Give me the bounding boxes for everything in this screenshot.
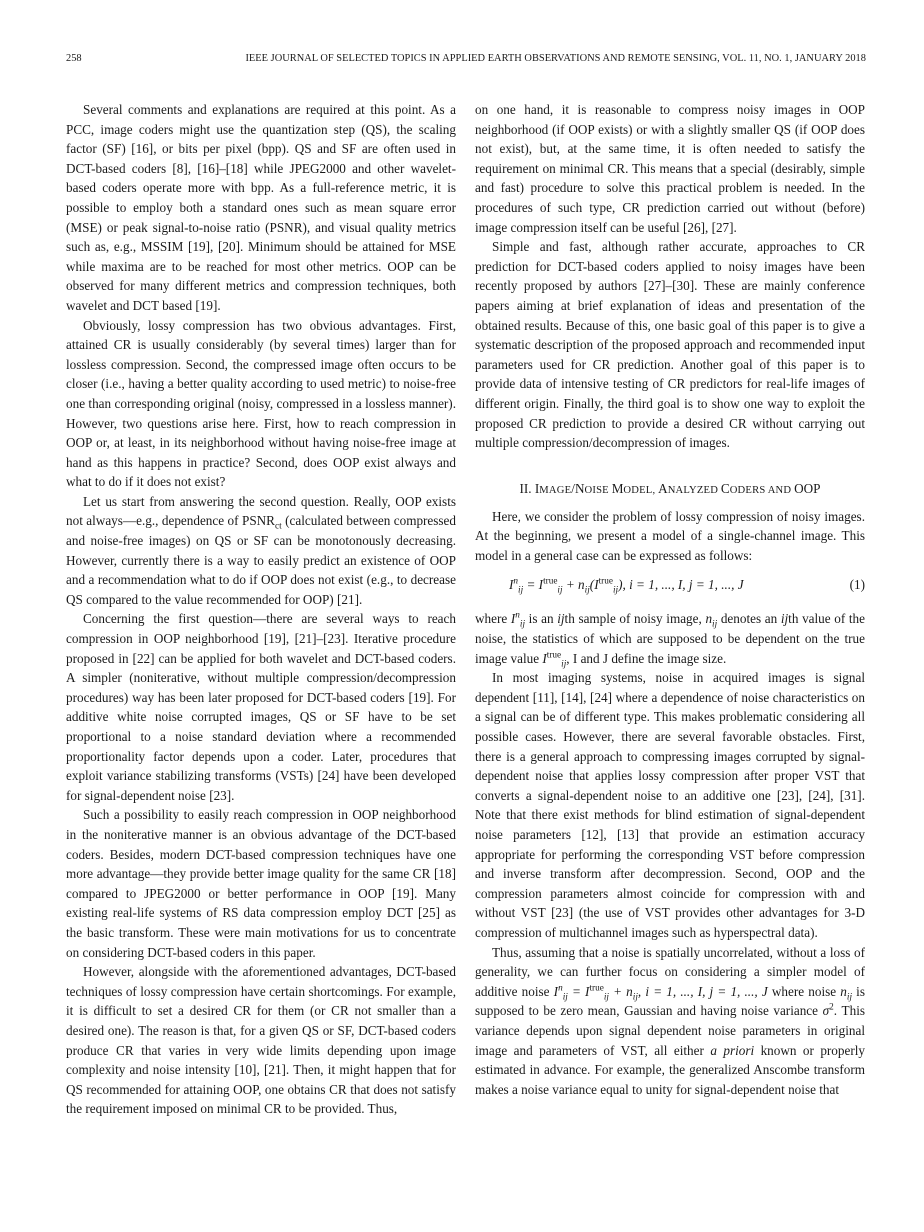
paragraph: Simple and fast, although rather accurate, approaches to CR prediction for DCT-based coders applied to noisy images have been recently proposed by authors [27]–[30]. These are mainly conference papers aiming at brief explanation of ideas and presentation of the obtained results. Because of this, one basic goal of this paper is to give a systematic description of the proposed approach and recommended input parameters used for CR prediction. Another goal of this paper is to provide data of intensive testing of CR predictors for real-life images of different origin. Finally, the third goal is to show one way to exploit the proposed CR prediction to provide a desired CR without carrying out multiple compression/decompression of images. [475, 239, 865, 451]
right-column [475, 100, 865, 1220]
left-column [66, 100, 456, 1220]
paragraph: Thus, assuming that a noise is spatially uncorrelated, without a loss of generality, we can further focus on considering a simpler model of additive noise $I^n_{ij} = I^{true}_{ij} + n_{ij}$, i = 1, ..., I, j = 1, ..., J where noise $n_{ij}$ is supposed to be zero mean, Gaussian and having noise variance $\sigma^2$. This variance depends upon signal dependent noise parameters in original image and parameters of VST, all either a priori known or properly estimated in advance. For example, the generalized Anscombe transform makes a noise variance equal to unity for signal-dependent noise that [475, 944, 865, 1097]
paragraph: Concerning the first question—there are several ways to reach compression in OOP neighborhood [19], [21]–[23]. Iterative procedure proposed in [22] can be applied for both wavelet and DCT-based coders. A simpler (noniterative, without multiple compression/decompression procedures) way has been later proposed for DCT-based coders [19]. For additive white noise corrupted images, QS or SF have to be set proportional to a noise standard deviation where a recommended proportionality factor depends upon a coder. Later, procedures that exploit variance stabilizing transforms (VSTs) [24] have been developed for signal-dependent noise [23]. [66, 611, 456, 803]
paragraph: Let us start from answering the second question. Really, OOP exists not always—e.g., dependence of $PSNR_{ct}$ (calculated between compressed and noise-free images) on QS or SF can be monotonously decreasing. However, currently there is a way to easily predict an existence of OOP and a recommendation what to do if OOP does not exist (e.g., to decrease QS compared to the value recommended for OOP) [21]. [66, 493, 456, 607]
paragraph: Such a possibility to easily reach compression in OOP neighborhood in the noniterative manner is an obvious advantage of the DCT-based coders. Besides, modern DCT-based compression techniques have one more advantage—they provide better image quality for the same CR [18] compared to JPEG2000 or better performance in OOP [19]. Many existing real-life systems of RS data compression employ DCT [25] as the basic transform. These were main motivations for us to concentrate on considering DCT-based coders in this paper. [66, 807, 456, 960]
paragraph: Obviously, lossy compression has two obvious advantages. First, attained CR is usually considerably (by several times) larger than for lossless compression. Second, the compressed image often occurs to be closer (i.e., having a better quality according to used metric) to noise-free one than corresponding original (noisy, compressed in a lossless manner). However, two questions arise here. First, how to reach compression in OOP or, at least, in its neighborhood without having noise-free image at hand as this happens in practice? Second, does OOP exist always and what to do if it does not exist? [66, 317, 456, 490]
psnr-symbol: PSNR [241, 513, 275, 529]
running-header [66, 52, 866, 66]
paragraph: Here, we consider the problem of lossy compression of noisy images. At the beginning, we present a model of a single-channel image. This model in a general case can be expressed as follows: [475, 508, 865, 563]
section-heading: II. IMAGE/NOISE MODEL, ANALYZED CODERS AND OOP [519, 480, 821, 496]
paragraph: In most imaging systems, noise in acquired images is signal dependent [11], [14], [24] where a dependence of noise characteristics on a signal can be of different type. This makes problematic considering all possible cases. However, there are several favorable obstacles. First, there is a general approach to compressing images corrupted by signal-dependent noise that applies lossy compression after proper VST that converts a signal-dependent noise to an additive one [23], [24], [31]. Note that there exist methods for blind estimation of signal-dependent noise parameters [12], [13] that provide an estimation accuracy appropriate for performing the corresponding VST before compression and inverse transform after decompression. Second, OOP and the compression parameters almost coincide for compression with and without VST [23] (the use of VST provides other advantages for 3-D compression of multichannel images such as hyperspectral data). [475, 670, 865, 940]
paragraph: However, alongside with the aforementioned advantages, DCT-based techniques of lossy compression have certain shortcomings. For example, it is difficult to set a desired CR for them (or CR not smaller than a desired one). The reason is that, for a given QS or SF, DCT-based coders produce CR that varies in very wide limits depending upon image complexity and noise intensity [10], [21]. Then, it might happen that for QS recommended for attaining OOP, one obtains CR that does not satisfy the requirement imposed on minimal CR to be provided. Thus, [66, 964, 456, 1117]
equation-1 [475, 567, 865, 603]
journal-title: IEEE JOURNAL OF SELECTED TOPICS IN APPLIED EARTH OBSERVATIONS AND REMOTE SENSING, VOL. 11, NO. 1, JANUARY 2018 [245, 53, 866, 64]
paragraph: Several comments and explanations are required at this point. As a PCC, image coders might use the quantization step (QS), the scaling factor (SF) [16], or bits per pixel (bpp). QS and SF are often used in DCT-based coders [8], [16]–[18] while JPEG2000 and other wavelet-based coders operate more with bpp. As a full-reference metric, it is possible to employ both a standard ones such as mean square error (MSE) or peak signal-to-noise ratio (PSNR), and visual quality metrics such as, e.g., MSSIM [19], [20]. Minimum should be attained for MSE while maxima are to be reached for most other metrics. OOP can be observed for many different metrics and compression techniques, both wavelet and DCT based [19]. [66, 102, 456, 313]
paragraph: on one hand, it is reasonable to compress noisy images in OOP neighborhood (if OOP exists) or with a slightly smaller QS (if OOP does not exist), but, at the same time, it is often needed to satisfy the requirement on minimal CR. This means that a special (desirably, simple and fast) procedure to solve this practical problem is needed. In the procedures of such type, CR prediction carried out without (before) image compression itself can be useful [26], [27]. [475, 102, 865, 235]
equation-body: $I^n_{ij} = I^{true}_{ij} + n_{ij}(I^{true}_{ij})$, i = 1, ..., I, j = 1, ..., J [509, 576, 744, 596]
equation-number: (1) [849, 577, 865, 593]
page-number: 258 [66, 53, 82, 64]
paragraph: where $I^n_{ij}$ is an ijth sample of noisy image, $n_{ij}$ denotes an ijth value of the noise, the statistics of which are supposed to be dependent on the true image value $I^{true}_{ij}$, I and J define the image size. [475, 610, 865, 669]
